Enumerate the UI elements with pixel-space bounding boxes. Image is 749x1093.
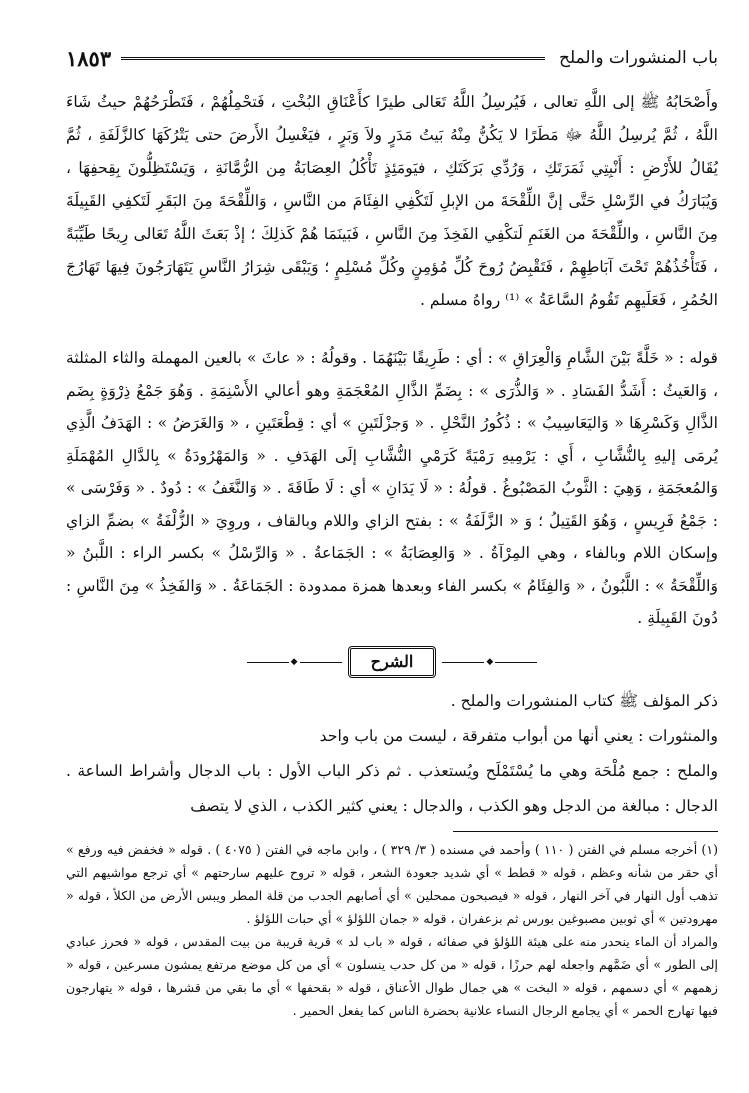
sharh-text	[66, 684, 718, 824]
explanation-paragraph: قوله : « خَلَّةً بَيْنَ الشَّامِ وَالْعِرَاقِ » : أي : طَرِيقًا بَيْنَهُمَا . وقولُهُ : « عاثَ » بالعين المهملة والثاء المثلثة ، وَالعَيثُ : أَشَدُّ الفَسَادِ . « وَالذُّرَى » : بِضَمِّ الذَّالِ المُعْجَمَةِ وهو أعالي الأَسْنِمَةِ . وَهُوَ جَمْعُ ذِرْوَةٍ بِضَم الذَّالِ وَكَسْرِهَا « وَاليَعَاسِيبُ » : ذُكُورُ النَّحْلِ . « وَجزْلَتَينِ » أي : قِطْعَتَينِ ، « وَالغَرَضُ » : الهَدَفُ الَّذِي يُرمَى إليهِ بِالنُّشَّابِ ، أَي : يَرْمِيهِ رَمْيَةً كَرَمْيِ النُّشَّابِ إلَى الهَدَفِ . « وَالمَهْرُودَةُ » بِالدَّالِ المُهْمَلَةِ وَالمُعجَمَةِ ، وَهِيَ : الثَّوبُ المَصْبُوغُ . قولُهُ : « لَا يَدَانِ » أي : لَا طَاقَةَ . « وَالنَّغَفُ » : دُودٌ . « وَفَرْسَى » : جَمْعُ فَرِيسٍ ، وَهُوَ القَتِيلُ ؛ وَ « الزَّلَفَةُ » : بفتح الزاي واللام وبالقاف ، وروِيَ « الزُّلْفَةُ » بضمِّ الزاي وإسكان اللام وبالفاء ، وهي المِرْآةُ . « وَالعِصَابَةُ » : الجَمَاعةُ . « وَالرِّسْلُ » بكسر الراء : اللَّبنُ « وَاللِّقْحَةُ » : اللَّبُونُ ، « وَالفِئَامُ » بكسر الفاء وبعدها همزة ممدودة : الجَمَاعَةُ . « وَالفَخِذُ » مِنَ النَّاسِ : دُونَ القَبِيلَةِ .	[66, 349, 718, 627]
page-number: ١٨٥٣	[66, 45, 112, 71]
chapter-title: باب المنشورات والملح	[558, 48, 718, 68]
hadith-paragraph: وأَصْحَابُهُ ﷺ إلى اللَّهِ تعالى ، فَيُرسِلُ اللَّهُ تَعَالى طيرًا كأَعْنَاقِ البُخْتِ ، فَتحْمِلُهُمْ ، فَتَطْرَحُهُمْ حيثُ شَاءَ اللَّهُ ، ثُمَّ يُرسِلُ اللَّهُ ﷻ مَطَرًا لا يَكُنُّ مِنْهُ بَيتُ مَدَرٍ ولاَ وَبَرٍ ، فيَغْسِلُ الأَرضَ حتى يَتْرُكَهَا كالزَّلَفَةِ ، ثُمَّ يُقَالُ للأَرْضِ : أَنْبِتِي ثَمَرَتَكِ ، وَرُدِّي بَرَكَتَكِ ، فيَومَئِذٍ تَأْكُلُ العِصَابَةُ مِن الرُّمَّانَةِ ، وَيَسْتَظِلُّونَ بِقِحفِهَا ، وَيُبَارَكُ في الرِّسْلِ حَتَّى إنَّ اللِّقْحَةَ من الإبلِ لَتَكْفِي الفِئَامَ من النَّاسِ ، وَاللِّقْحَةَ مِنَ البَقَرِ لَتَكفِي القَبِيلَةَ مِنَ النَّاسِ ، واللِّقْحَةَ من الغَنَمِ لَتكْفِي الفَخِذَ مِنَ النَّاسِ ، فَبَينَمَا هُمْ كَذلِكَ ؛ إذْ بَعَثَ اللَّهُ تَعَالى رِيحًا طَيِّبَةً ، فَتَأْخُذُهُمْ تَحْتَ آبَاطِهِمْ ، فَتَقْبِضُ رُوحَ كُلِّ مُؤمِنٍ وكُلِّ مُسْلِمٍ ؛ وَيَبْقَى شِرَارُ النَّاسِ يَتَهَارَجُونَ فِيهَا تَهَارُجَ الحُمُرِ ، فَعَلَيهِم تَقُومُ السَّاعَةُ » ⁽¹⁾ رواهُ مسلم .	[66, 93, 718, 309]
header-rule	[121, 57, 545, 60]
word-explanations	[66, 342, 718, 635]
sharh-paragraph: والملح : جمع مُلْحَة وهي ما يُسْتَمْلَح ويُستعذب . ثم ذكر الباب الأول : باب الدجال وأشراط الساعة . الدجال : مبالغة من الدجل وهو الكذب ، والدجال : يعني كثير الكذب ، الذي لا يتصف	[66, 762, 718, 815]
right-ornament: ◆	[442, 657, 537, 667]
sharh-paragraph: والمنثورات : يعني أنها من أبواب متفرقة ، ليست من باب واحد	[319, 727, 718, 745]
footnote-paragraph: (١) أخرجه مسلم في الفتن ( ١١٠ ) وأحمد في مسنده ( ٣/ ٣٢٩ ) ، وابن ماجه في الفتن ( ٤٠٧٥ ) . قوله « فخفض فيه ورفع » أي حقر من شأنه وعظم ، قوله « قطط » أي شديد جعودة الشعر ، قوله « تروح عليهم سارحتهم » أي ترجع مواشيهم التي تذهب أول النهار في آخر النهار ، قوله « فيصبحون ممحلين » أي أصابهم الجدب من قلة المطر ويبس الأرض من الكلأ ، قوله « مهرودتين » أي ثوبين مصبوغين بورس ثم بزعفران ، قوله « جمان اللؤلؤ » أي حبات اللؤلؤ .	[66, 842, 719, 926]
left-ornament: ◆	[247, 657, 342, 667]
page-header	[66, 40, 718, 76]
footnote-separator	[453, 831, 718, 832]
footnotes	[66, 838, 718, 1022]
footnote-paragraph: والمراد أن الماء ينحدر منه على هيئة اللؤلؤ في صفائه ، قوله « باب لد » قرية قريبة من بيت المقدس ، قوله « فحرز عبادي إلى الطور » أي ضَمَّهم واجعله لهم حرزًا ، قوله « من كل حدب ينسلون » أي من كل موضع مرتفع يمشون مسرعين ، قوله « زهمهم » أي دسمهم ، قوله « البخت » هي جمال طوال الأعناق ، قوله « بقحفها » أي ما بقي من قشرها ، قوله « يتهارجون فيها تهارج الحمر » أي يجامع الرجال النساء علانية بحضرة الناس كما يفعل الحمير .	[66, 934, 718, 1018]
sharh-paragraph: ذكر المؤلف ﷺ كتاب المنشورات والملح .	[450, 692, 718, 710]
sharh-title: الشرح	[348, 646, 437, 678]
sharh-heading	[66, 644, 718, 680]
hadith-text	[66, 86, 718, 317]
